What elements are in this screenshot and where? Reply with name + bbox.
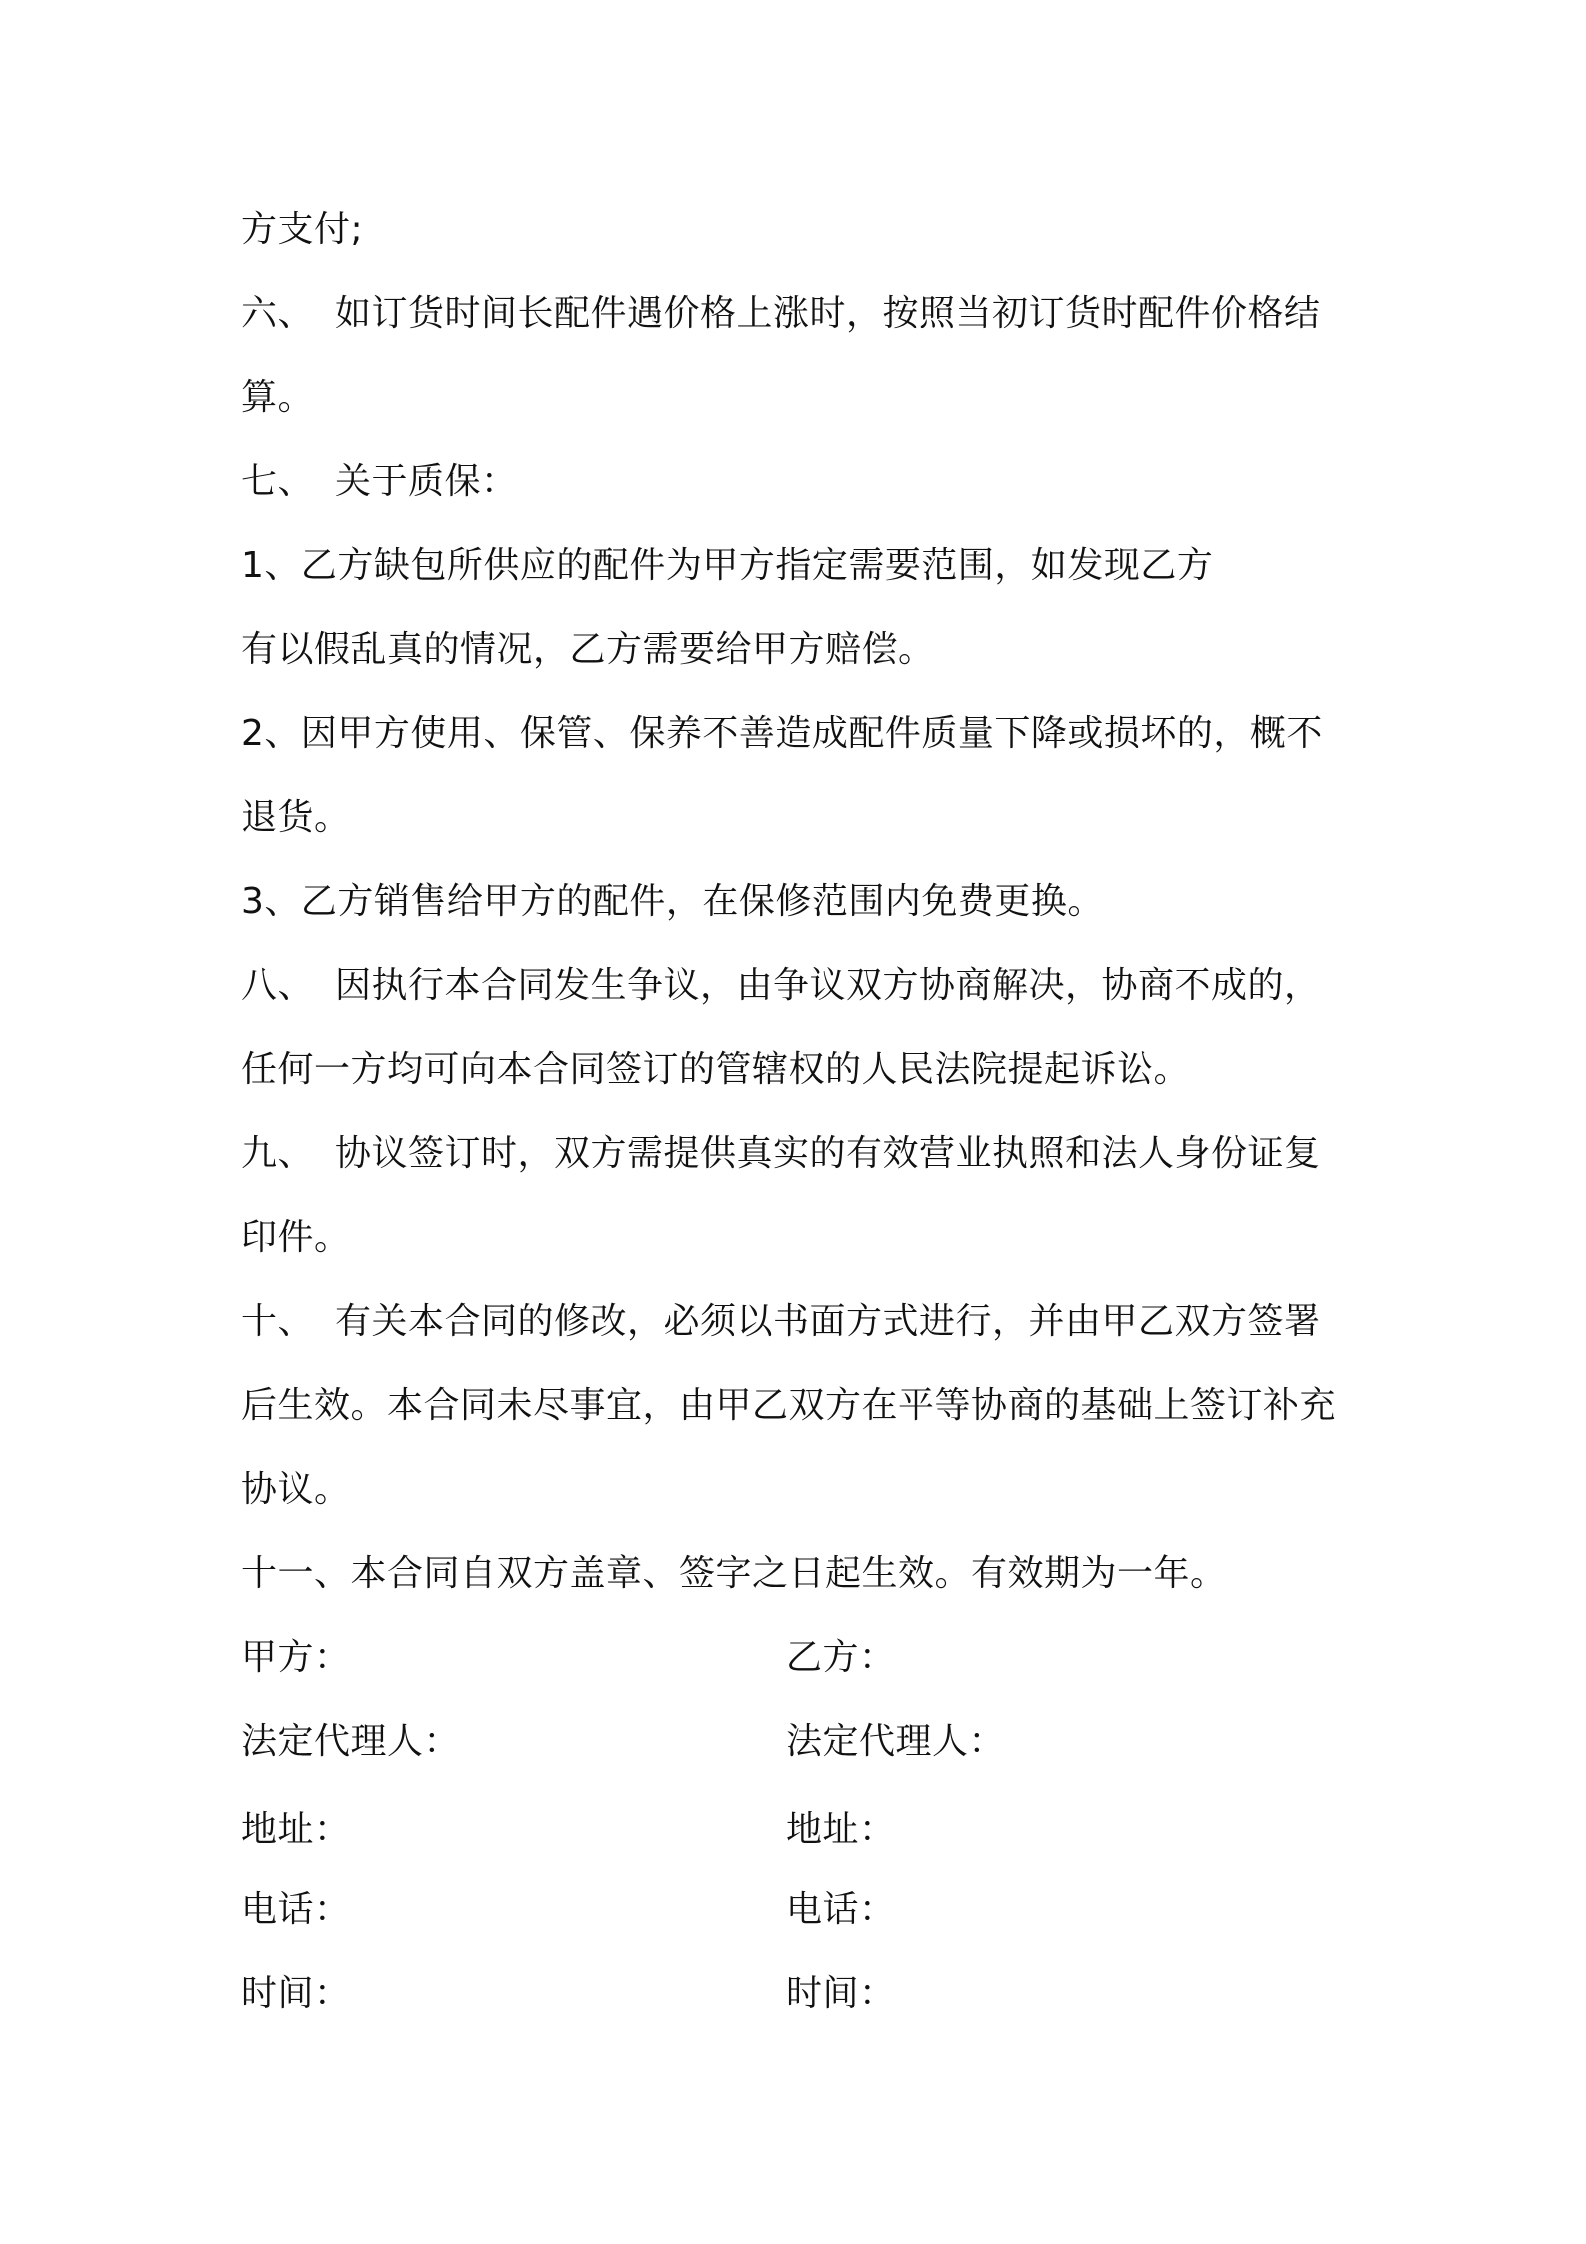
clause-6 — [241, 284, 1321, 344]
line-text: 退货。 — [241, 797, 351, 838]
party-a-time-label: 时间： — [241, 1973, 351, 2014]
party-b-phone-label: 电话： — [786, 1889, 896, 1930]
line-text: 有以假乱真的情况，乙方需要给甲方赔偿。 — [241, 629, 935, 670]
clause-number: 六、 — [241, 293, 315, 334]
line-text: 算。 — [241, 377, 315, 418]
line-text: 1、乙方缺包所供应的配件为甲方指定需要范围，如发现乙方 — [241, 545, 1214, 586]
clause-8 — [241, 956, 1321, 1016]
clause-10-continuation — [241, 1376, 1336, 1436]
clause-text: 如订货时间长配件遇价格上涨时，按照当初订货时配件价格结 — [335, 293, 1321, 334]
sub-item-2 — [241, 704, 1323, 764]
party-b-time-label: 时间： — [786, 1973, 896, 2014]
clause-text: 因执行本合同发生争议，由争议双方协商解决，协商不成的， — [335, 965, 1321, 1006]
party-b-label: 乙方： — [786, 1637, 896, 1678]
clause-text: 有关本合同的修改，必须以书面方式进行，并由甲乙双方签署 — [335, 1301, 1321, 1342]
clause-number: 八、 — [241, 965, 315, 1006]
clause-10 — [241, 1292, 1321, 1352]
line-text: 印件。 — [241, 1217, 351, 1258]
sub-item-3 — [241, 872, 1104, 932]
clause-11 — [241, 1544, 1227, 1604]
line-text: 任何一方均可向本合同签订的管辖权的人民法院提起诉讼。 — [241, 1049, 1191, 1090]
clause-text: 协议签订时，双方需提供真实的有效营业执照和法人身份证复 — [335, 1133, 1321, 1174]
clause-number: 九、 — [241, 1133, 315, 1174]
text-line-continuation — [241, 200, 363, 260]
clause-number: 十、 — [241, 1301, 315, 1342]
clause-8-continuation — [241, 1040, 1190, 1100]
sub-item-1 — [241, 536, 1213, 596]
line-text: 十一、本合同自双方盖章、签字之日起生效。有效期为一年。 — [241, 1553, 1227, 1594]
clause-text: 关于质保： — [335, 461, 518, 502]
clause-9 — [241, 1124, 1321, 1184]
line-text: 3、乙方销售给甲方的配件，在保修范围内免费更换。 — [241, 881, 1104, 922]
clause-6-continuation — [241, 368, 314, 428]
line-text: 2、因甲方使用、保管、保养不善造成配件质量下降或损坏的，概不 — [241, 713, 1323, 754]
clause-7 — [241, 452, 518, 512]
party-a-address-label: 地址： — [241, 1809, 351, 1850]
party-b-address-label: 地址： — [786, 1809, 896, 1850]
clause-number: 七、 — [241, 461, 315, 502]
party-a-label: 甲方： — [241, 1637, 351, 1678]
sub-item-1-continuation — [241, 620, 935, 680]
party-a-agent-label: 法定代理人： — [241, 1721, 461, 1762]
line-text: 协议。 — [241, 1469, 351, 1510]
clause-10-continuation — [241, 1460, 351, 1520]
sub-item-2-continuation — [241, 788, 351, 848]
party-b-agent-label: 法定代理人： — [786, 1721, 1006, 1762]
party-a-phone-label: 电话： — [241, 1889, 351, 1930]
line-text: 后生效。本合同未尽事宜，由甲乙双方在平等协商的基础上签订补充 — [241, 1385, 1337, 1426]
line-text: 方支付; — [241, 209, 364, 250]
clause-9-continuation — [241, 1208, 351, 1268]
